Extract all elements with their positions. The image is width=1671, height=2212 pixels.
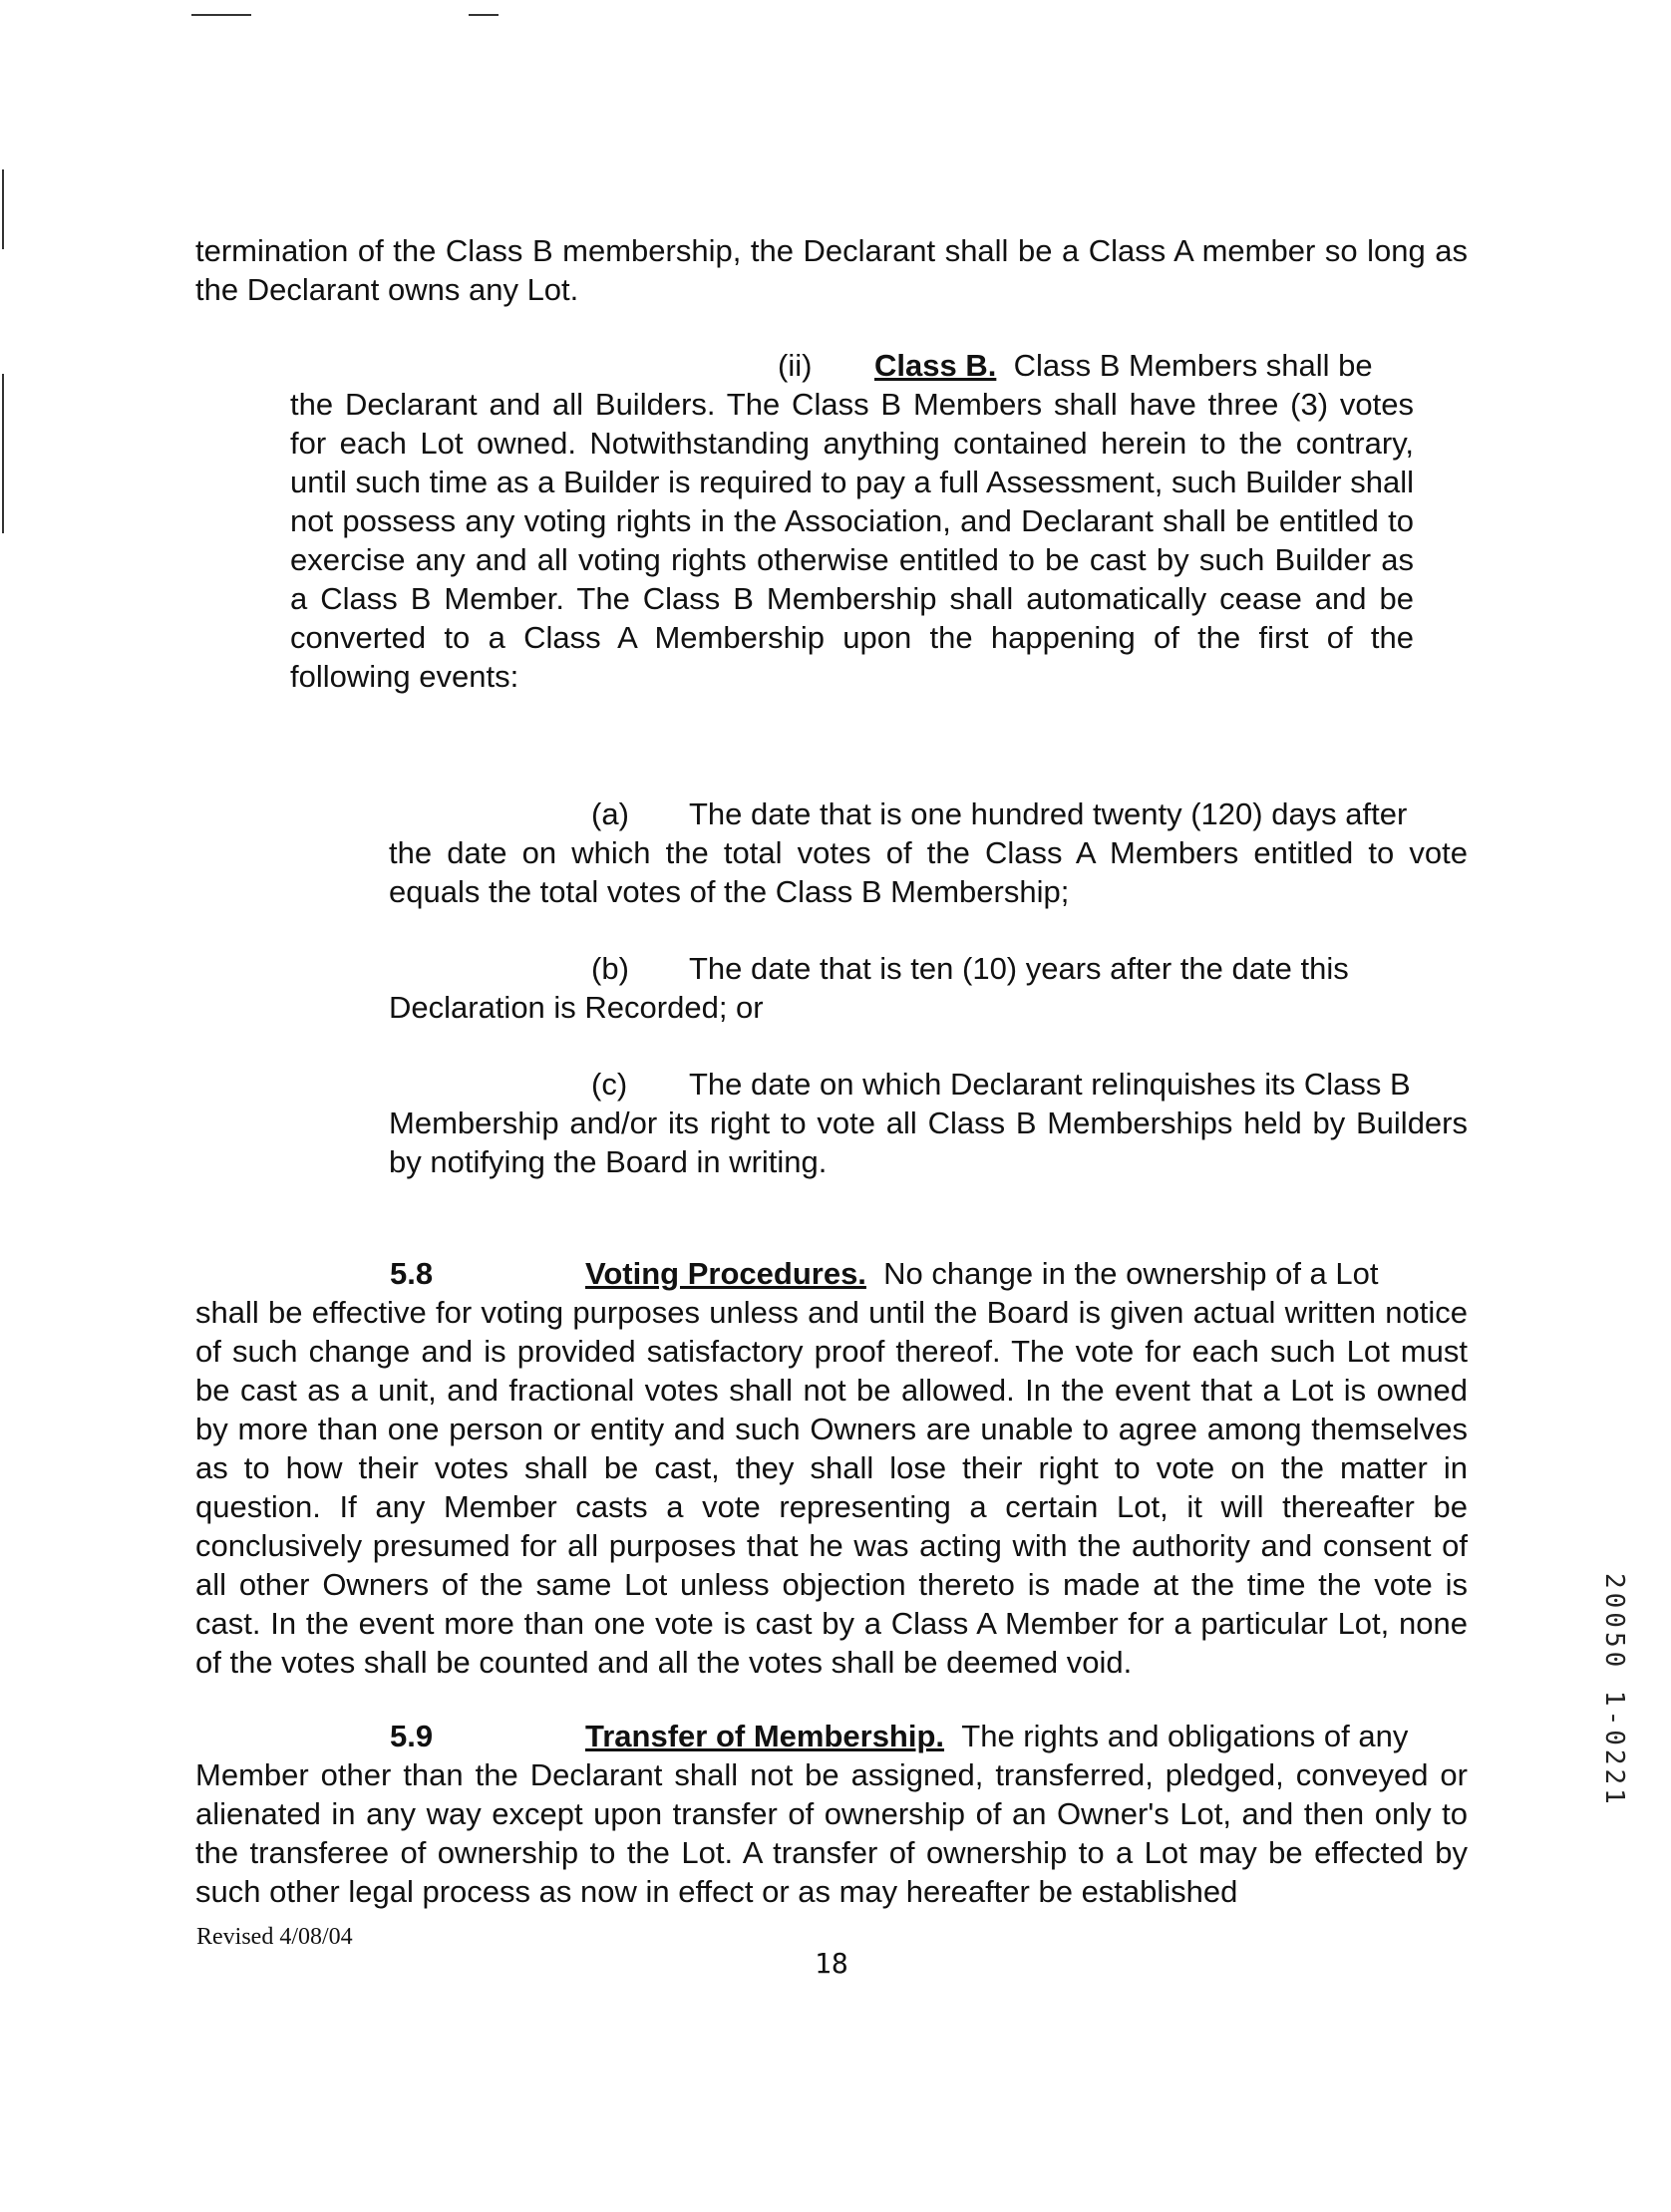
scan-mark <box>2 169 4 249</box>
event-c-body: Membership and/or its right to vote all Class B Memberships held by Builders by notifying the Board in writing. <box>389 1106 1468 1179</box>
event-a-lead: The date that is one hundred twenty (120) days after <box>689 796 1408 831</box>
section-5-9-lead: The rights and obligations of any <box>961 1719 1409 1753</box>
section-5-8-number: 5.8 <box>390 1256 434 1291</box>
event-b-body: Declaration is Recorded; or <box>389 990 764 1025</box>
event-b <box>389 949 1468 1027</box>
section-5-9-body: Member other than the Declarant shall not be assigned, transferred, pledged, conveyed or alienated in any way except upon transfer of ownership of an Owner's Lot, and then only to the transferee of ownership to the Lot. A transfer of ownership to a Lot may be effected by such other legal process as now in effect or as may hereafter be established <box>195 1757 1468 1909</box>
section-5-8-lead: No change in the ownership of a Lot <box>883 1256 1379 1291</box>
event-c-lead: The date on which Declarant relinquishes its Class B <box>689 1067 1411 1102</box>
event-c-label: (c) <box>591 1067 628 1102</box>
event-b-lead: The date that is ten (10) years after the date this <box>689 951 1349 986</box>
event-c <box>389 1065 1468 1181</box>
scan-mark <box>191 14 251 16</box>
recording-stamp: 20050 1-0221 <box>1599 1573 1629 1808</box>
revised-date: Revised 4/08/04 <box>196 1924 353 1950</box>
event-a-body: the date on which the total votes of the Class A Members entitled to vote equals the total votes of the Class B Membership; <box>389 835 1468 909</box>
page-number: 18 <box>815 1947 848 1980</box>
class-b-paragraph <box>290 346 1414 696</box>
section-5-9-number: 5.9 <box>390 1719 434 1753</box>
section-5-9 <box>195 1717 1468 1911</box>
section-5-8 <box>195 1254 1468 1682</box>
scan-mark <box>469 14 499 16</box>
event-a-label: (a) <box>591 796 629 831</box>
class-b-lead: Class B Members shall be <box>1013 348 1373 383</box>
class-b-body: the Declarant and all Builders. The Class B Members shall have three (3) votes for each Lot owned. Notwithstanding anything contained herein to the contrary, until such time as a Builder is required to pay a full Assessment, such Builder shall not possess any voting rights in the Association, and Declarant shall be entitled to exercise any and all voting rights otherwise entitled to be cast by such Builder as a Class B Member. The Class B Membership shall automatically cease and be converted to a Class A Membership upon the happening of the first of the following events: <box>290 387 1414 694</box>
class-b-lead-line <box>290 346 1414 385</box>
scan-mark <box>2 374 4 533</box>
event-a <box>389 794 1468 911</box>
class-b-number: (ii) <box>778 348 813 383</box>
section-5-9-heading: Transfer of Membership. <box>585 1719 945 1753</box>
event-b-label: (b) <box>591 951 629 986</box>
section-5-8-heading: Voting Procedures. <box>585 1256 866 1291</box>
class-b-heading: Class B. <box>874 348 997 383</box>
continuation-paragraph: termination of the Class B membership, the Declarant shall be a Class A member so long as the Declarant owns any Lot. <box>195 233 1468 307</box>
section-5-8-body: shall be effective for voting purposes unless and until the Board is given actual written notice of such change and is provided satisfactory proof thereof. The vote for each such Lot must be cast as a unit, and fractional votes shall not be allowed. In the event that a Lot is owned by more than one person or entity and such Owners are unable to agree among themselves as to how their votes shall be cast, they shall lose their right to vote on the matter in question. If any Member casts a vote representing a certain Lot, it will thereafter be conclusively presumed for all purposes that he was acting with the authority and consent of all other Owners of the same Lot unless objection thereto is made at the time the vote is cast. In the event more than one vote is cast by a Class A Member for a particular Lot, none of the votes shall be counted and all the votes shall be deemed void. <box>195 1295 1468 1680</box>
